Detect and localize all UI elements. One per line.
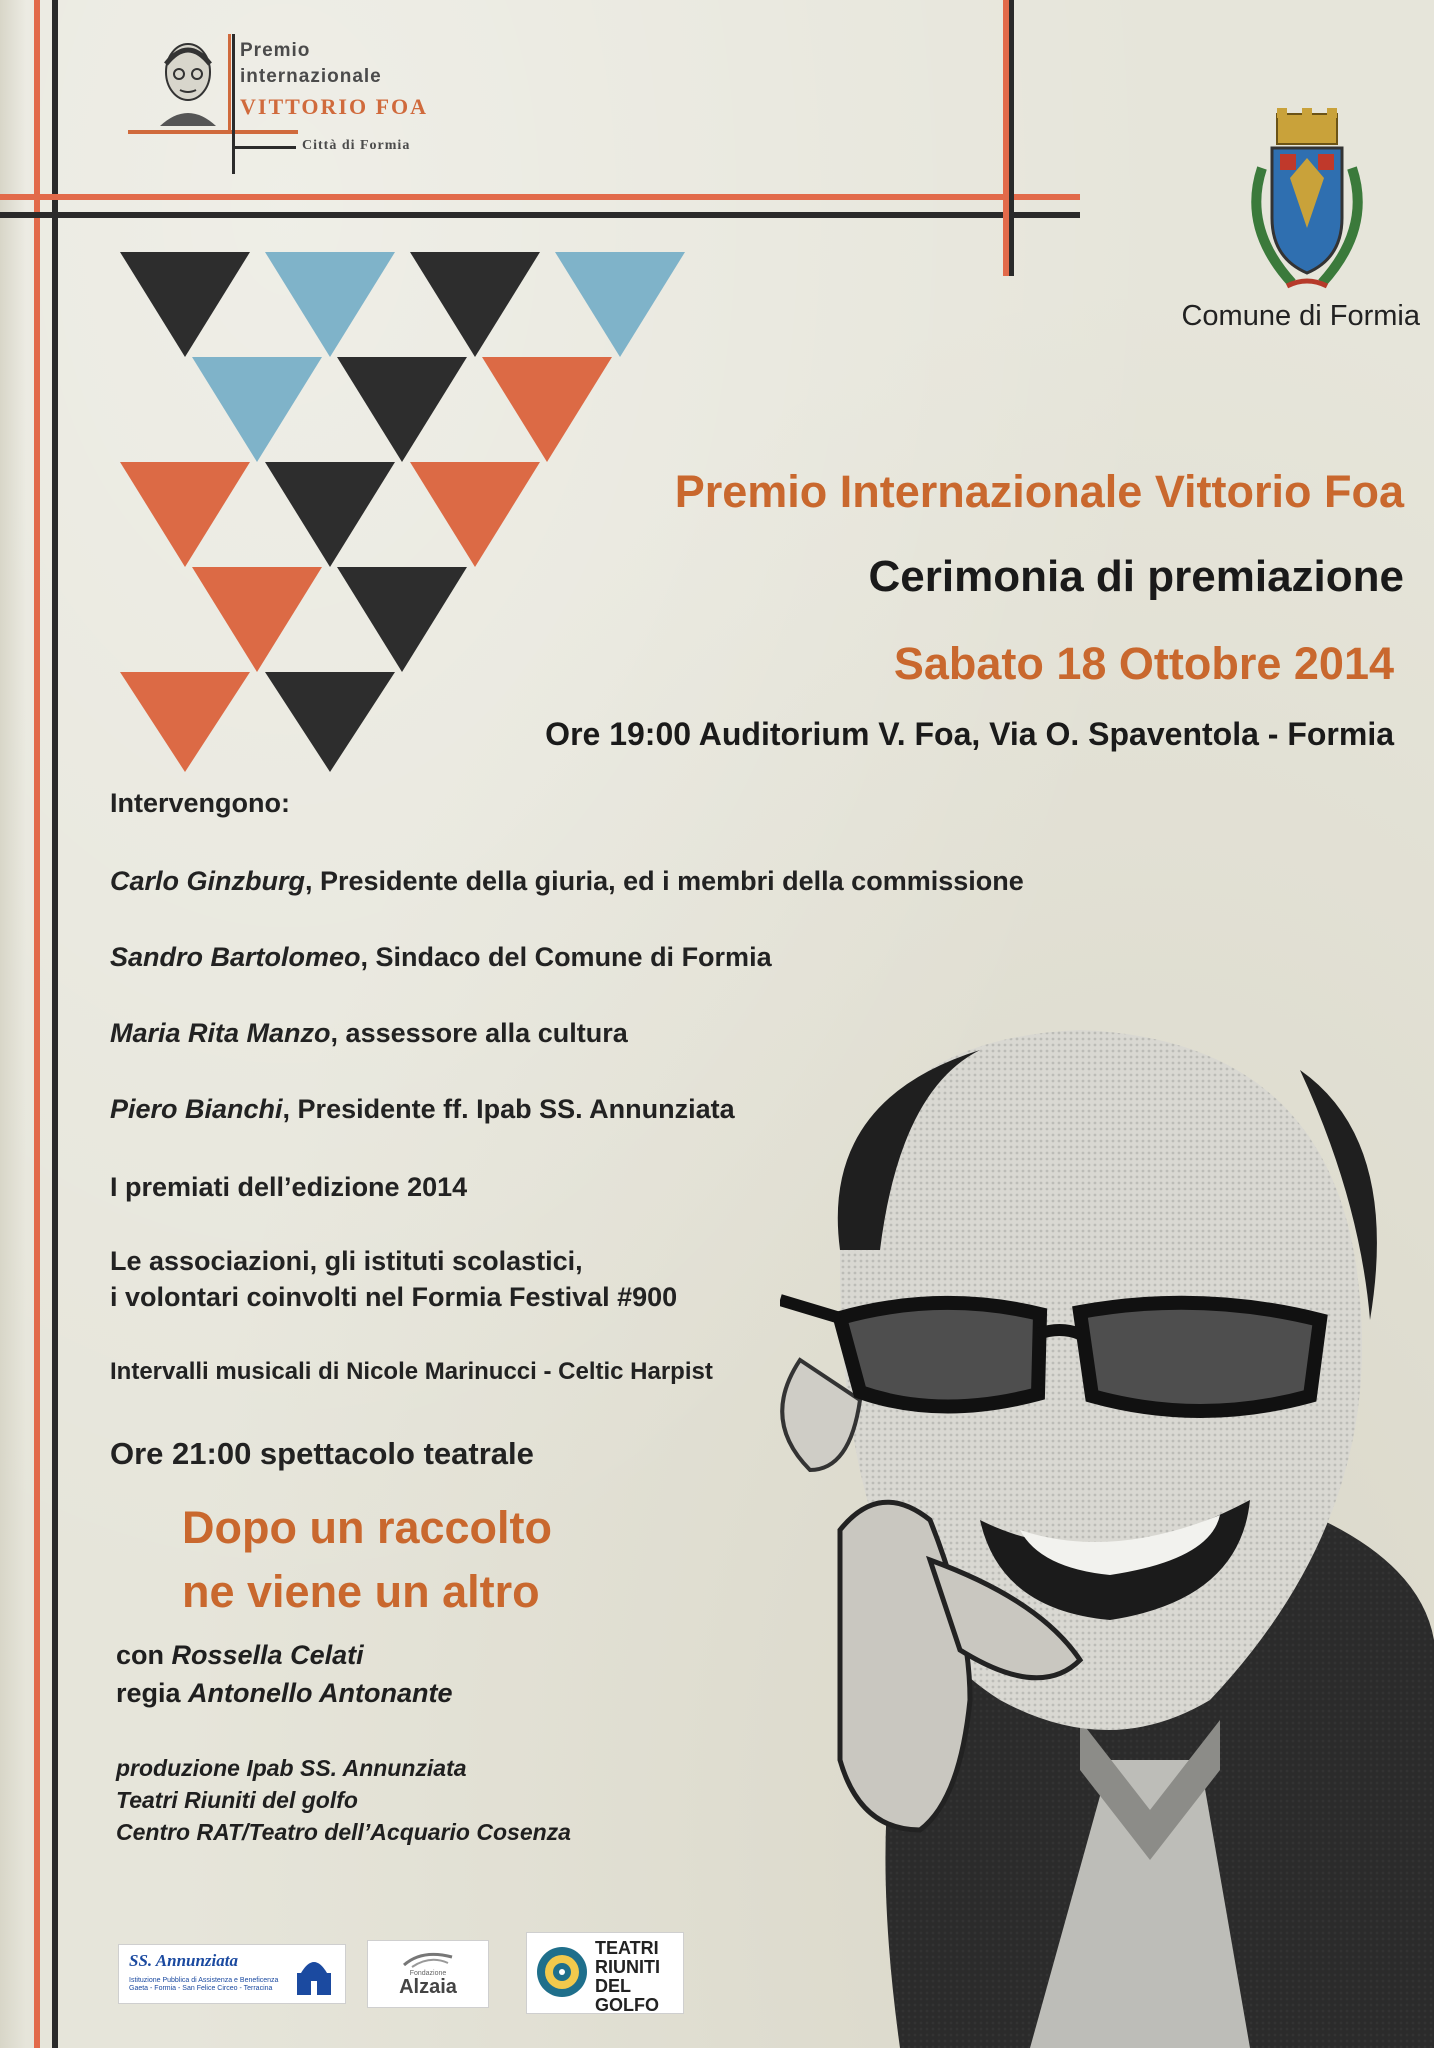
sponsor-1-fine: Istituzione Pubblica di Assistenza e Beneficenza Gaeta - Formia - San Felice Circeo - Terracina xyxy=(129,1977,279,1992)
show-director xyxy=(116,1674,453,1712)
event-time-place: Ore 19:00 Auditorium V. Foa, Via O. Spaventola - Formia xyxy=(545,716,1394,752)
sponsor-3-name: TEATRI RIUNITI DEL GOLFO xyxy=(595,1938,660,2015)
comune-label: Comune di Formia xyxy=(1181,300,1420,332)
logo-line-3: VITTORIO FOA xyxy=(240,94,429,119)
production-line-3: Centro RAT/Teatro dell’Acquario Cosenza xyxy=(116,1819,571,1845)
sponsor-teatri-riuniti xyxy=(526,1932,684,2014)
logo-frame-vertical-dark xyxy=(232,34,235,174)
speaker-2-name: Sandro Bartolomeo xyxy=(110,942,361,972)
speaker-2-role: , Sindaco del Comune di Formia xyxy=(360,942,772,972)
show-time: Ore 21:00 spettacolo teatrale xyxy=(110,1436,534,1471)
speaker-1-role: , Presidente della giuria, ed i membri della commissione xyxy=(305,866,1024,896)
cast-name: Rossella Celati xyxy=(171,1640,364,1670)
awardees-line: I premiati dell’edizione 2014 xyxy=(110,1172,468,1202)
speaker-4 xyxy=(110,1094,735,1125)
director-prefix: regia xyxy=(116,1678,189,1708)
speaker-2 xyxy=(110,942,772,973)
speaker-4-role: , Presidente ff. Ipab SS. Annunziata xyxy=(282,1094,735,1124)
associations-line-1: Le associazioni, gli istituti scolastici, xyxy=(110,1246,583,1276)
sponsor-2-fine: Fondazione xyxy=(409,1970,447,1977)
sponsor-ss-annunziata xyxy=(118,1944,346,2004)
alzaia-icon xyxy=(402,1947,454,1969)
spiral-icon xyxy=(535,1945,589,1999)
horizontal-line-orange xyxy=(0,194,1080,200)
director-name: Antonello Antonante xyxy=(188,1678,453,1708)
sponsor-alzaia xyxy=(367,1940,489,2008)
cast-prefix: con xyxy=(116,1640,172,1670)
event-date: Sabato 18 Ottobre 2014 xyxy=(893,638,1394,689)
logo-frame-horizontal xyxy=(128,130,298,134)
church-icon xyxy=(291,1951,337,1997)
show-title-line-1: Dopo un raccolto xyxy=(182,1502,552,1553)
show-cast xyxy=(116,1636,364,1674)
program-intro: Intervengono: xyxy=(110,788,290,818)
vertical-line-dark xyxy=(52,0,58,2048)
logo-line-4: Città di Formia xyxy=(302,138,411,153)
vertical-line-right-dark-2 xyxy=(1009,0,1014,276)
logo-line-2: internazionale xyxy=(240,66,382,87)
speaker-3-role: , assessore alla cultura xyxy=(330,1018,628,1048)
vittorio-foa-photo xyxy=(780,1000,1434,2048)
logo-frame-vertical xyxy=(228,34,231,132)
triangle-pattern xyxy=(120,252,700,772)
logo-frame-horizontal-dark xyxy=(232,146,296,149)
paper-edge xyxy=(0,0,26,2048)
event-subtitle: Cerimonia di premiazione xyxy=(868,552,1404,601)
event-title: Premio Internazionale Vittorio Foa xyxy=(674,466,1404,517)
award-logo xyxy=(128,34,488,174)
associations-line-2: i volontari coinvolti nel Formia Festival #900 xyxy=(110,1282,678,1312)
speaker-1 xyxy=(110,866,1024,897)
foa-portrait-icon xyxy=(142,34,234,126)
formia-crest-icon xyxy=(1232,108,1382,298)
vertical-line-orange xyxy=(34,0,40,2048)
speaker-3 xyxy=(110,1018,628,1049)
music-line: Intervalli musicali di Nicole Marinucci - Celtic Harpist xyxy=(110,1358,713,1385)
production-line-2: Teatri Riuniti del golfo xyxy=(116,1787,358,1813)
production-line-1: produzione Ipab SS. Annunziata xyxy=(116,1755,467,1781)
sponsor-1-name: SS. Annunziata xyxy=(129,1951,238,1970)
show-title-line-2: ne viene un altro xyxy=(182,1566,540,1617)
speaker-1-name: Carlo Ginzburg xyxy=(110,866,305,896)
speaker-3-name: Maria Rita Manzo xyxy=(110,1018,331,1048)
horizontal-line-dark xyxy=(0,212,1080,218)
speaker-4-name: Piero Bianchi xyxy=(110,1094,283,1124)
sponsor-2-name: Alzaia xyxy=(399,1976,457,1998)
logo-line-1: Premio xyxy=(240,40,311,61)
